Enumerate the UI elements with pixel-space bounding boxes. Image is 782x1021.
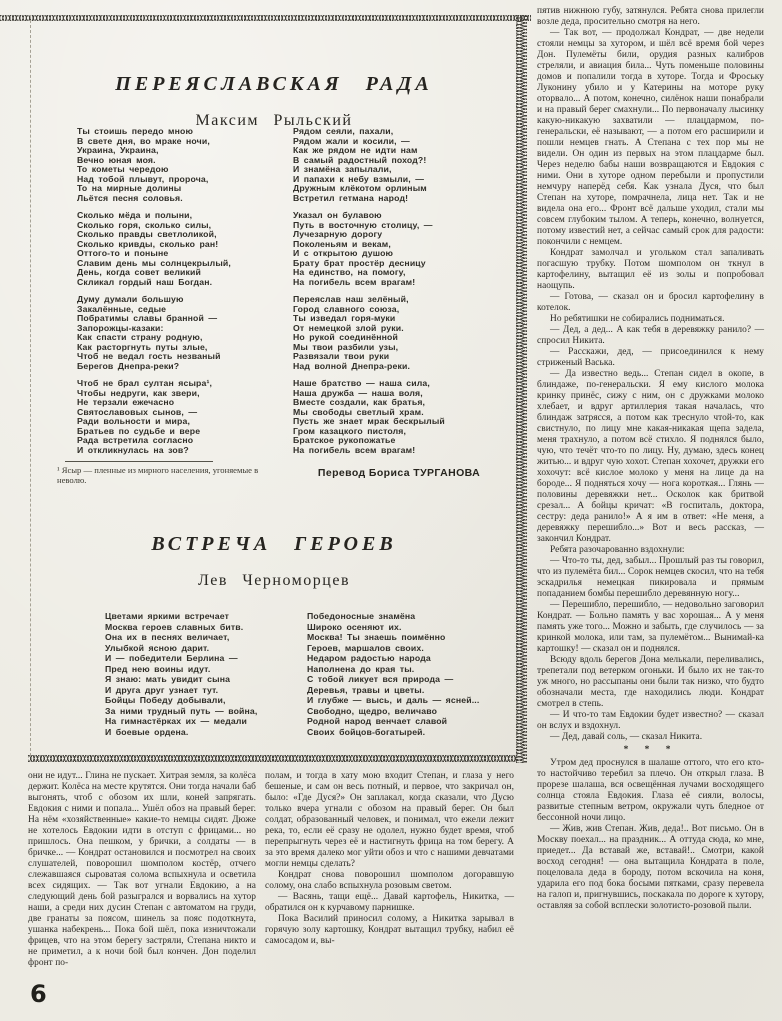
verse-line: Над тобой плывут, пророча,: [77, 173, 209, 184]
paragraph: — Так вот, — продолжал Кондрат, — две недели стояли немцы за хутором, и шёл всё время бой через Дон. Пулемёты били, орудия разных калибров стреляли, и авиация била... Чуть поменьше половины домов и попалили тогда в хуторе. Тогда и Фроську Луконину убило и у Катерины на моторе руку оторвало... А потом, конечно, силёнок наши понабрали и на правый берег смахнули... По первоначалу лысинку какую-никакую захватили — плацдармом, по-генеральски, её называют, — а потом его расширили и пошли немцев гнать. А Степана с тех пор мы не видели. Он один из первых на этом плацдарме был. Через неделю бабы наши возвращаются и Евдокия с ними. Они в хуторе одном перебыли и пропустили немчуру наперёд себя. Как узнала Дуся, что был Степан на хуторе, помрачнела, лица нет. Так и не видела она его... Фронт всё дальше уходил, стали мы совсем глубоким тылом. А теперь, конечно, волнуется, потому известий нет, а сейчас самый срок для радости: покончили с немцем.: [537, 28, 764, 247]
poem1-column-right: [293, 127, 515, 463]
verse-line: Мы твои разбили узы,: [293, 341, 399, 352]
verse-line: Улыбкой ясною дарит.: [105, 642, 210, 653]
verse-line: Берегов Днепра-реки?: [77, 360, 180, 371]
verse-line: Путь в восточную столицу, —: [293, 219, 433, 230]
ornament-border-right: [516, 15, 527, 763]
stanza: [293, 295, 515, 371]
verse-line: Своих бойцов-богатырей.: [307, 726, 426, 737]
verse-line: Чтоб не брал султан ясыра¹,: [77, 378, 213, 388]
paragraph: Кондрат замолчал и угольком стал запаливать погасшую трубку. Потом шомполом он ткнул в картофелину, вытащил её из золы и попробовал наощупь.: [537, 248, 764, 291]
verse-line: Побратимы славы бранной —: [77, 313, 218, 323]
poem2-column-left: [105, 611, 305, 745]
verse-line: И глубже — высь, и даль — ясней...: [307, 695, 480, 705]
verse-line: Рада встретила согласно: [77, 435, 194, 445]
verse-line: Как спасти страну родную,: [77, 332, 203, 342]
verse-line: Братское рукопожатье: [293, 435, 396, 445]
verse-line: Лучезарную дорогу: [293, 229, 383, 239]
verse-line: Широко осеняют их.: [307, 621, 402, 632]
stanza: [293, 211, 515, 287]
poem2-title: ВСТРЕЧА ГЕРОЕВ: [151, 533, 397, 555]
verse-line: Я знаю: мать увидит сына: [105, 674, 231, 684]
verse-line: То на мирные долины: [77, 183, 182, 193]
verse-line: Наша дружба — наша воля,: [293, 387, 423, 398]
verse-line: На единство, на помогу,: [293, 267, 406, 277]
poem1-column-left: [77, 127, 289, 463]
verse-line: Оттого-то и поныне: [77, 248, 169, 258]
verse-line: Как же рядом не идти нам: [293, 145, 418, 155]
paragraph: Пока Василий приносил солому, а Никитка зарывал в горячую золу картошку, Кондрат вытащил трубку, набил её самосадом и, вы-: [265, 914, 514, 946]
verse-line: Думу думали большую: [77, 294, 184, 304]
stanza: [307, 611, 517, 737]
stanza: [77, 295, 289, 371]
verse-line: Чтоб не ведал гость незваный: [77, 351, 221, 361]
verse-line: И папахи к небу взмыли, —: [293, 173, 425, 184]
verse-line: Родной народ венчает славой: [307, 716, 448, 726]
verse-line: Встретил гетмана народ!: [293, 192, 409, 203]
verse-line: Братьев по судьбе и вере: [77, 425, 201, 436]
verse-line: Указал он булавою: [293, 210, 382, 220]
verse-line: Святославовых сынов, —: [77, 406, 198, 417]
footnote-text: ¹ Ясыр — пленные из мирного населения, угоняемые в неволю.: [57, 465, 259, 485]
verse-line: Гром казацкого пистоля,: [293, 425, 407, 436]
verse-line: В самый радостный поход?!: [293, 154, 427, 165]
paragraph: — Дед, давай соль, — сказал Никита.: [550, 732, 703, 742]
paragraph: Ребята разочарованно вздохнули:: [550, 545, 685, 555]
verse-line: Наше братство — наша сила,: [293, 378, 430, 388]
stanza: [293, 379, 515, 455]
verse-line: Ты стоишь передо мною: [77, 126, 194, 136]
verse-line: Развязали твои руки: [293, 351, 390, 361]
verse-line: Свободно, щедро, величаво: [307, 705, 438, 716]
verse-line: Наполнена до края ты.: [307, 663, 415, 674]
verse-line: И друга друг узнает тут.: [105, 684, 219, 695]
verse-line: Пусть же знает мрак бескрылый: [293, 416, 445, 426]
paragraph: — Готова, — сказал он и бросил картофелину в котелок.: [537, 292, 764, 313]
verse-line: Деревья, травы и цветы.: [307, 684, 425, 695]
verse-line: Москва героев славных битв.: [105, 621, 244, 632]
paragraph: — Перешибло, перешибло, — недовольно заговорил Кондрат. — Больно память у вас хорошая... А у меня память уже того... Можно и забыть, где случилось — за кринкой молока, или там, за пулемётом... Вынимай-ка картошку! — сказал он и поднялся.: [537, 600, 764, 654]
verse-line: И боевые ордена.: [105, 726, 189, 737]
paragraph: они не идут... Глина не пускает. Хитрая земля, за колёса держит. Колёса на месте крутятся. Они тогда начали баб выгонять, чтоб с обозом их шли, коней запрягать. Евдокия с ними и попала... Ушёл обоз на правый берег. На нём «хозяйственные» какие-то немцы сидят. Дюже не хотелось Евдокии идти в отступ с фрицами... но пришлось. Она пешком, у брички, а солдаты — в бричке... — Кондрат остановился и посмотрел на своих слушателей, поворошил шомполом костёр, отчего слежавшаяся сыроватая солома вспыхнула и осветила всех сидящих. — Так вот угнали Евдокию, а на следующий день бой разыгрался и ворвались на хутор наши, а среди них дусин Степан с автоматом на груди, две гранаты за поясом, шинель за пояс подоткнута, ушанка набекрень... Пока бой шёл, пока изничтожали фрицев, что на этом берегу застряли, Степана никто и не приметил, а к ночи бой был кончен. Дон поделил фронт по-: [28, 771, 256, 968]
verse-line: Запорожцы-казаки:: [77, 322, 164, 333]
prose-column-bottom-middle: [265, 771, 514, 947]
footnote-rule: [65, 461, 213, 462]
verse-line: Переяслав наш зелёный,: [293, 294, 409, 304]
verse-line: Не терзали ежечасно: [77, 397, 175, 407]
paragraph: — Васянь, тащи ещё... Давай картофель, Никитка, — обратился он к курчавому парнишке.: [265, 892, 514, 913]
paragraph: Кондрат снова поворошил шомполом догоравшую солому, она слабо вспыхнула розовым светом.: [265, 870, 514, 891]
paragraph: Всюду вдоль берегов Дона мелькали, переливались, трепетали под ветерком огоньки. И было их не так-то уж много, но рассыпаны они были так низко, что будто обозначали места, где находились люди. Кондрат смотрел в степь.: [537, 655, 764, 709]
verse-line: Дружным клёкотом орлиным: [293, 183, 427, 193]
verse-line: Сколько мёда и полыни,: [77, 210, 193, 220]
verse-line: И знамёна запылали,: [293, 164, 392, 174]
verse-line: Поколеньям и векам,: [293, 238, 391, 249]
paragraph: пятив нижнюю губу, затянулся. Ребята снова прилегли возле деда, просительно смотря на него.: [537, 6, 764, 27]
verse-line: Брату брат простёр десницу: [293, 257, 426, 268]
footnote: [57, 461, 287, 485]
verse-line: Город славного союза,: [293, 303, 400, 314]
verse-line: Чтобы недруги, как звери,: [77, 387, 200, 398]
verse-line: От немецкой злой руки.: [293, 322, 404, 333]
verse-line: На погибель всем врагам!: [293, 276, 416, 287]
verse-line: День, когда совет великий: [77, 267, 201, 277]
page-number: 6: [30, 980, 47, 1008]
paragraph: — Да известно ведь... Степан сидел в окопе, в блиндаже, по-генеральски. Я ему кислого молока кринку принёс, сижу с ним, он с дружками молоко хлебает, и вдруг артиллерия такая началась, что блиндаж затрясся, а потом как треснуло чтой-то, как свистнуло, по лицу мне какая-никакая щепа задела, меня трахнуло, а потом всё стихло. Я поднялся было, чую, что течёт что-то по лицу. Ну, думаю, здесь конец житью... и вдруг чую хохот. Степан хохочет, дружки его хохочут: всё кислое молоко у меня на лице да на бороде... Я подняться хочу — нога короткая... Глянь — половины деревяжки нет... Осколок как бритвой срезал... А бойцы кричат: «В госпиталь, доктора, сестру: деда ранило!» А я им в ответ: «Не меня, а деревяжку перешибло...» Вот и весь рассказ, — закончил Кондрат.: [537, 369, 764, 544]
stanza: [105, 611, 305, 737]
verse-line: Вместе создали, как братья,: [293, 397, 426, 407]
paragraph: Утром дед проснулся в шалаше оттого, что его кто-то настойчиво теребил за плечо. Он открыл глаза. В прорезе шалаша, вся освещённая лучами восходящего солнца стояла Евдокия. Глаза её сияли, волосы, развитые степным ветром, окружали чуть бледное от бессонной ночи лицо.: [537, 758, 764, 823]
verse-line: Она их в песнях величает,: [105, 632, 230, 642]
verse-line: Рядом сеяли, пахали,: [293, 126, 394, 136]
verse-line: Сколько правды светлоликой,: [77, 229, 217, 239]
verse-line: Ради вольности и мира,: [77, 416, 191, 426]
poem2-column-right: [307, 611, 517, 745]
verse-line: Вечно юная моя.: [77, 154, 156, 165]
verse-line: Недаром радостью народа: [307, 653, 431, 663]
ornament-border-bottom: [28, 755, 517, 762]
verse-line: Как расторгнуть путы злые,: [77, 341, 208, 352]
verse-line: Бойцы Победу добывали,: [105, 695, 226, 705]
translation-credit: Перевод Бориса ТУРГАНОВА: [317, 467, 481, 479]
verse-line: Над волной Днепра-реки.: [293, 360, 411, 371]
verse-line: Скликал гордый наш Богдан.: [77, 276, 213, 287]
verse-line: В свете дня, во мраке ночи,: [77, 135, 210, 146]
verse-line: Сколько горя, сколько силы,: [77, 219, 212, 230]
verse-line: За ними трудный путь — война,: [105, 705, 258, 716]
verse-line: Москва! Ты знаешь поимённо: [307, 632, 446, 642]
stanza: [77, 379, 289, 455]
verse-line: Закалённые, седые: [77, 303, 167, 314]
stanza: [77, 127, 289, 203]
paragraph: — Расскажи, дед, — присоединился к нему стриженый Васька.: [537, 347, 764, 368]
verse-line: Пред нею воины идут.: [105, 663, 211, 674]
verse-line: То кометы чередою: [77, 164, 169, 174]
verse-line: Украина, Украина,: [77, 145, 159, 155]
poem1-author: Максим Рыльский: [195, 112, 353, 129]
verse-line: И — победители Берлина —: [105, 653, 238, 663]
section-separator: * * *: [623, 745, 678, 755]
verse-line: Героев, маршалов своих.: [307, 642, 424, 653]
stanza: [293, 127, 515, 203]
verse-line: На погибель всем врагам!: [293, 444, 416, 455]
paragraph: — И что-то там Евдокии будет известно? — сказал он вслух и вздохнул.: [537, 710, 764, 731]
verse-line: Цветами яркими встречает: [105, 611, 229, 621]
stanza: [77, 211, 289, 287]
verse-line: Льётся песня соловья.: [77, 192, 183, 203]
paragraph: полам, и тогда в хату мою входит Степан, и глаза у него бешеные, и сам он весь потный, и первое, что закричал он, было: «Где Дуся?» Он заплакал, когда сказали, что Дусю только вчера угнали с обозом на правый берег. Он был солдат, образованный человек, и понимал, что ежели лежит река, то, если её сразу не одолел, нужно будет время, чтоб перепрыгнуть через её и настигнуть фрица на том берегу. А за это время далеко мог уйти обоз и что с нашими девчатами могли немцы сделать?: [265, 771, 514, 869]
verse-line: Ты изведал горя-муки: [293, 313, 396, 323]
verse-line: Сколько кривды, сколько ран!: [77, 238, 219, 249]
verse-line: Рядом жали и косили, —: [293, 135, 410, 146]
paragraph: — Жив, жив Степан. Жив, деда!.. Вот письмо. Он в Москву поехал... на праздник... А оттуда сюда, ко мне, приедет... Да вставай же, вставай!.. Смотри, какой восход сегодня! — она вытащила Кондрата в поле, поцеловала деда в бороду, потом вскочила на коня, ударила его под бока босыми пятками, сразу перевела на галоп и, пригнувшись, поскакала по дороге к хутору, оставляя за собой всплески золотисто-розовой пыли.: [537, 824, 764, 911]
verse-line: И откликнулась на зов?: [77, 444, 189, 455]
verse-line: С тобой ликует вся природа —: [307, 674, 454, 684]
poem1-title: ПЕРЕЯСЛАВСКАЯ РАДА: [115, 73, 433, 95]
verse-line: На гимнастёрках их — медали: [105, 716, 248, 726]
verse-line: Славим день мы солнцекрылый,: [77, 257, 231, 268]
poems-section: [30, 15, 517, 756]
prose-column-right: [537, 6, 764, 912]
verse-line: И с открытою душою: [293, 248, 394, 258]
paragraph: Но ребятишки не собирались подниматься.: [550, 314, 725, 324]
prose-column-bottom-left: [28, 771, 256, 969]
paragraph: — Дед, а дед... А как тебя в деревяжку ранило? — спросил Никита.: [537, 325, 764, 346]
verse-line: Но рукой соединённой: [293, 332, 398, 342]
poem2-author: Лев Черноморцев: [198, 572, 350, 589]
paragraph: — Что-то ты, дед, забыл... Прошлый раз ты говорил, что из пулемёта бил... Сорок немцев скосил, что на тебя эскадрилья немецкая пикировала и прямым попаданием бомбы перешибло деревянную ногу...: [537, 556, 764, 599]
verse-line: Мы свободы светлый храм.: [293, 406, 424, 417]
verse-line: Победоносные знамёна: [307, 611, 416, 621]
